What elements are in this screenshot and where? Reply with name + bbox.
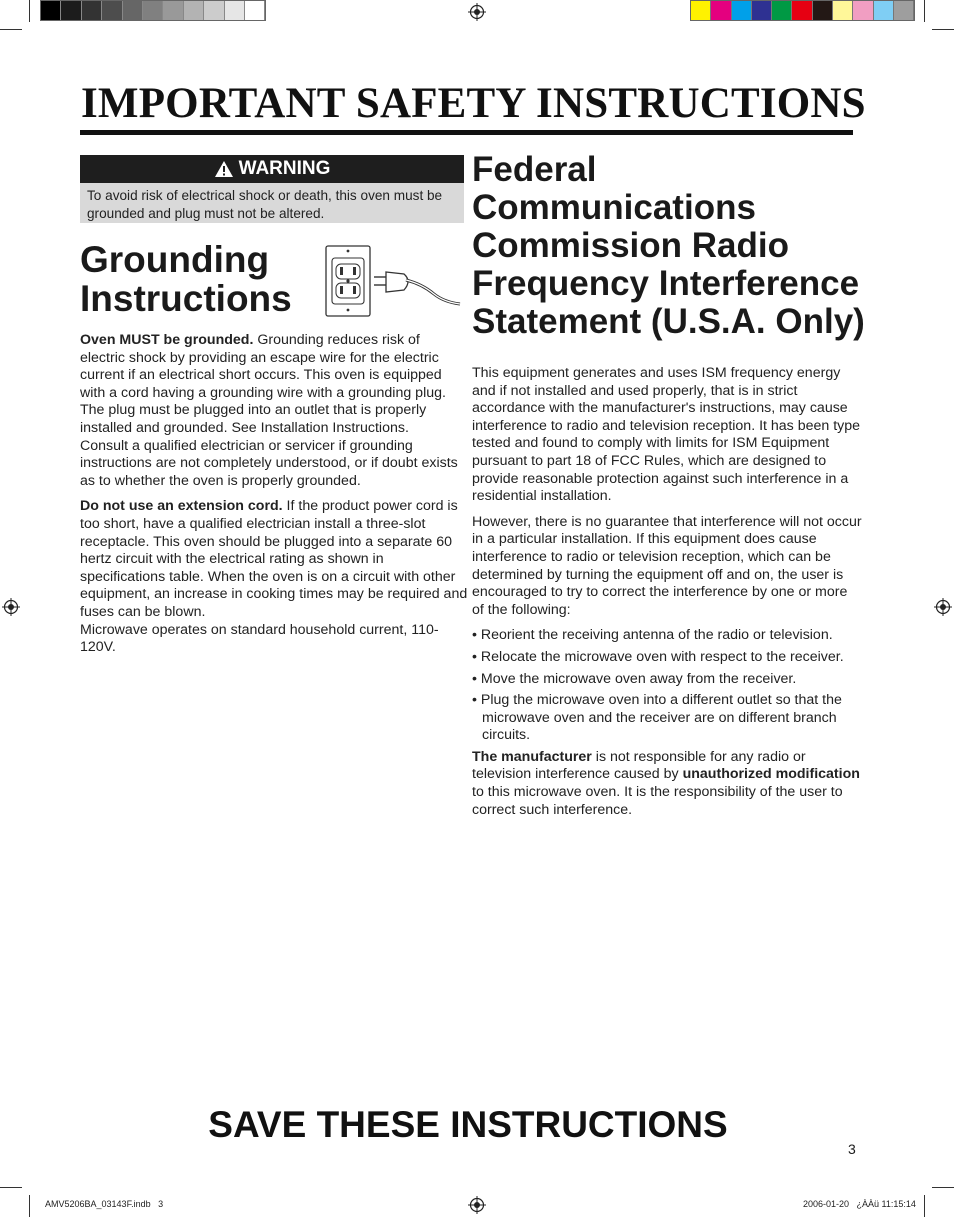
extension-cord-emphasis: Do not use an extension cord. <box>80 498 283 515</box>
print-slug-file: AMV5206BA_03143F.indb 3 <box>45 1199 164 1209</box>
extension-cord-paragraph <box>80 498 468 621</box>
crop-mark <box>932 1187 954 1188</box>
fcc-body <box>472 365 862 819</box>
fcc-text: is not responsible for any radio or television interference caused by <box>472 748 806 783</box>
grayscale-color-bar <box>40 0 266 21</box>
fcc-bullet: • Plug the microwave oven into a different outlet so that the microwave oven and the receiver are on different branch circuits. <box>472 692 842 744</box>
gray-swatch <box>204 1 224 20</box>
fcc-responsibility-paragraph <box>472 749 862 819</box>
registration-mark-icon <box>468 1196 486 1214</box>
crop-mark <box>932 29 954 30</box>
fcc-emphasis: The manufacturer <box>472 748 592 765</box>
process-color-bar <box>690 0 915 21</box>
color-swatch <box>732 1 752 20</box>
fcc-heading: Federal Communications Commission Radio Frequency Interference Statement (U.S.A. Only) <box>472 150 865 341</box>
color-swatch <box>853 1 873 20</box>
registration-mark-icon <box>468 3 486 21</box>
extension-cord-text: If the product power cord is too short, have a qualified electrician install a three-slot receptacle. This oven should be plugged into a separate 60 hertz circuit with the electrical rating as shown in specifications table. When the oven is on a circuit with other equipment, an increase in cooking times may be required and fuses can be blown. <box>80 498 468 620</box>
grounding-paragraph <box>80 332 468 438</box>
fcc-bullet: • Reorient the receiving antenna of the radio or television. <box>472 627 833 644</box>
crop-mark <box>29 1195 30 1217</box>
color-swatch <box>772 1 792 20</box>
color-swatch <box>752 1 772 20</box>
crop-mark <box>0 1187 22 1188</box>
grounding-heading: Grounding Instructions <box>80 239 292 319</box>
gray-swatch <box>245 1 265 20</box>
color-swatch <box>874 1 894 20</box>
registration-mark-icon <box>934 598 952 616</box>
fcc-bullet: • Relocate the microwave oven with respect to the receiver. <box>472 648 844 665</box>
crop-mark <box>29 0 30 22</box>
save-instructions-heading: SAVE THESE INSTRUCTIONS <box>208 1104 728 1145</box>
gray-swatch <box>41 1 61 20</box>
fcc-bullet: • Move the microwave oven away from the receiver. <box>472 670 797 687</box>
warning-triangle-icon <box>214 160 234 178</box>
fcc-paragraph: This equipment generates and uses ISM frequency energy and if not installed and used properly, that is in strict accordance with the manufacturer's instructions, may cause interference to radio and television reception. It has been type tested and found to comply with limits for ISM Equipment pursuant to part 18 of FCC Rules, which are designed to provide reasonable protection against such interference in a residential installation. <box>472 365 861 505</box>
gray-swatch <box>61 1 81 20</box>
print-slug-date: 2006-01-20 ¿ÀÀü 11:15:14 <box>803 1199 916 1209</box>
color-swatch <box>833 1 853 20</box>
color-swatch <box>813 1 833 20</box>
household-current-paragraph: Microwave operates on standard household current, 110-120V. <box>80 621 439 656</box>
outlet-plug-illustration <box>322 244 462 318</box>
warning-text: To avoid risk of electrical shock or death, this oven must be grounded and plug must not be altered. <box>80 183 464 223</box>
gray-swatch <box>225 1 245 20</box>
grounding-body <box>80 332 468 657</box>
color-swatch <box>792 1 812 20</box>
warning-header <box>80 155 464 183</box>
color-swatch <box>691 1 711 20</box>
page-title: IMPORTANT SAFETY INSTRUCTIONS <box>81 80 866 127</box>
fcc-emphasis: unauthorized modification <box>682 766 860 783</box>
page-number: 3 <box>848 1141 856 1157</box>
registration-mark-icon <box>2 598 20 616</box>
gray-swatch <box>123 1 143 20</box>
gray-swatch <box>163 1 183 20</box>
crop-mark <box>0 29 22 30</box>
title-rule <box>80 130 853 135</box>
grounding-text: Grounding reduces risk of electric shock by providing an escape wire for the electric current if an electrical short occurs. This oven is equipped with a cord having a grounding wire with a grounding plug. The plug must be plugged into an outlet that is properly installed and grounded. See Installation Instructions. <box>80 332 446 436</box>
gray-swatch <box>102 1 122 20</box>
grounding-paragraph: Consult a qualified electrician or servicer if grounding instructions are not completely understood, or if doubt exists as to whether the oven is properly grounded. <box>80 437 458 489</box>
color-swatch <box>711 1 731 20</box>
gray-swatch <box>82 1 102 20</box>
color-swatch <box>894 1 914 20</box>
crop-mark <box>924 0 925 22</box>
crop-mark <box>924 1195 925 1217</box>
fcc-paragraph: However, there is no guarantee that interference will not occur in a particular installation. If this equipment does cause interference to radio or television reception, which can be determined by turning the equipment off and on, the user is encouraged to try to correct the interference by one or more of the following: <box>472 513 862 618</box>
grounding-emphasis: Oven MUST be grounded. <box>80 332 254 348</box>
gray-swatch <box>184 1 204 20</box>
warning-label: WARNING <box>238 158 331 179</box>
fcc-text: to this microwave oven. It is the responsibility of the user to correct such interference. <box>472 784 843 818</box>
gray-swatch <box>143 1 163 20</box>
